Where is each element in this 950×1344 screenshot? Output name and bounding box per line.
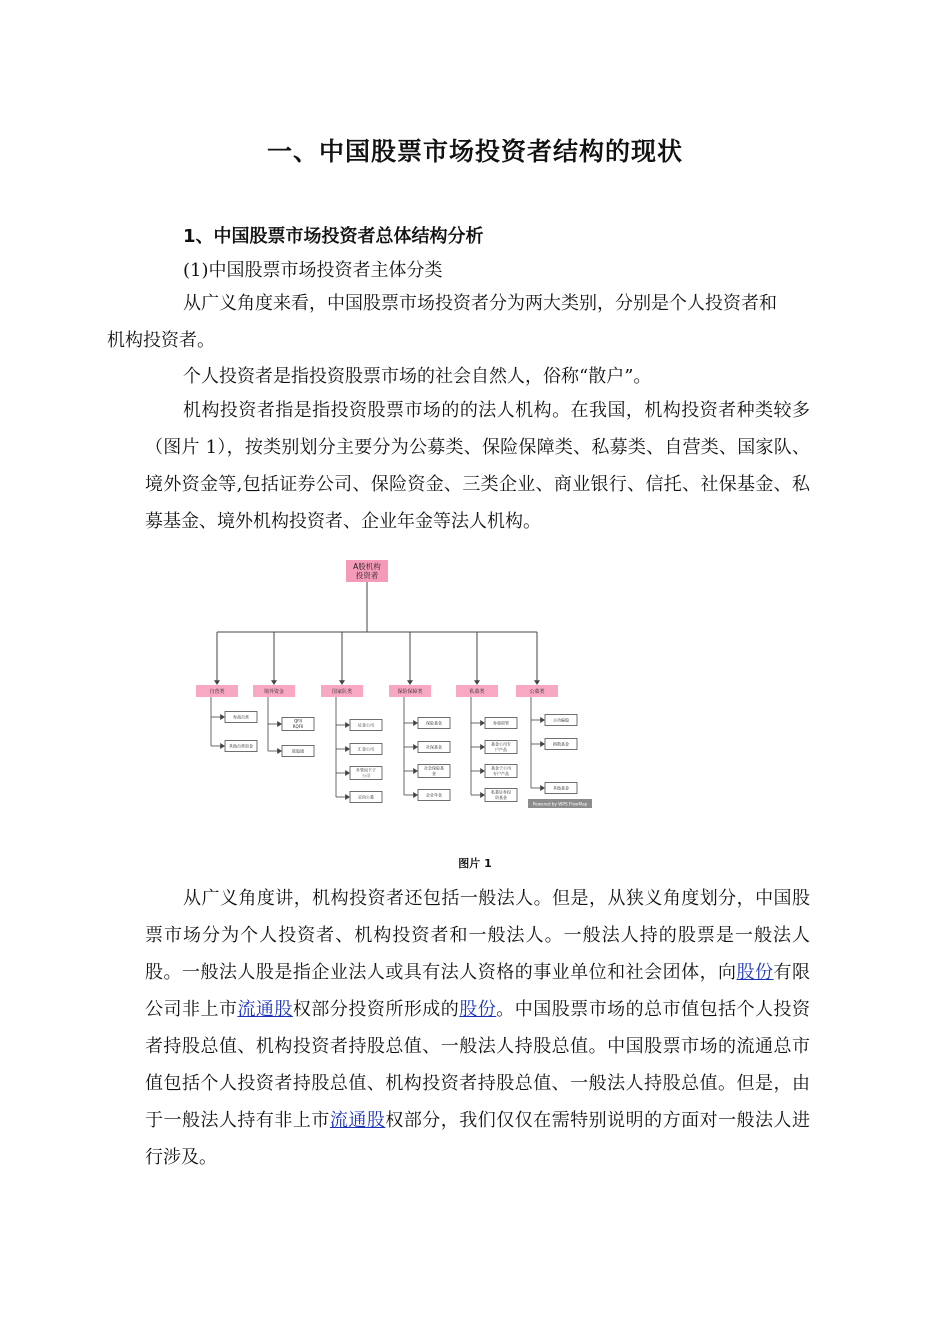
- child-label: 基金公司专户产品: [491, 741, 511, 753]
- link-shares-1[interactable]: 股份: [736, 962, 774, 983]
- category-label: 公募类: [529, 688, 545, 695]
- arrowhead: [480, 792, 485, 798]
- root-node-label: A股机构投资者: [353, 562, 381, 581]
- child-label: QFII RQFII: [292, 718, 304, 730]
- arrowhead: [339, 680, 345, 685]
- arrowhead: [480, 720, 485, 726]
- org-chart-figure: [195, 552, 595, 812]
- category-label: 私募类: [469, 688, 485, 695]
- arrowhead: [413, 720, 418, 726]
- watermark-text: Powered by WPS FlowMap: [532, 801, 588, 807]
- arrowhead: [277, 748, 282, 754]
- paragraph-4-text-4: 。中国股票市场的总市值包括个人投资者持股总值、机构投资者持股总值、一般法人持股总值。中国股票市场的流通总市值包括个人投资者持股总值、机构投资者持股总值、一般法人持股总值。但是，由于一般法人持有非上市: [145, 999, 811, 1131]
- paragraph-4-text-2: 有限公司非上市: [145, 962, 811, 1020]
- arrowhead: [540, 717, 545, 723]
- child-label: 定向公募: [358, 794, 374, 800]
- arrowhead: [413, 744, 418, 750]
- arrowhead: [220, 714, 225, 720]
- child-label: 私募证券投资基金: [491, 789, 511, 801]
- paragraph-1: [107, 285, 810, 359]
- child-label: 保险基金: [426, 720, 442, 726]
- link-shares-2[interactable]: 股份: [459, 999, 497, 1020]
- child-label: 基金子公司专户产品: [491, 765, 511, 777]
- child-label: 指数基金: [553, 741, 569, 747]
- child-label: 其他自营资金: [229, 743, 253, 749]
- arrowhead: [534, 680, 540, 685]
- section-heading: 1、中国股票市场投资者总体结构分析: [183, 226, 484, 247]
- child-label: 其他基金: [553, 785, 569, 791]
- link-circulating-shares-1[interactable]: 流通股: [237, 999, 293, 1020]
- child-label: 陆股通: [292, 748, 304, 754]
- child-label: 社保基金: [426, 744, 442, 750]
- arrowhead: [271, 680, 277, 685]
- arrowhead: [474, 680, 480, 685]
- paragraph-2: 个人投资者是指投资股票市场的社会自然人，俗称“散户”。: [183, 366, 652, 387]
- arrowhead: [413, 792, 418, 798]
- child-label: 券商自营: [233, 714, 249, 720]
- subsection-heading: (1)中国股票市场投资者主体分类: [183, 260, 443, 281]
- paragraph-1-line-1: 从广义角度来看，中国股票市场投资者分为两大类别，分别是个人投资者和: [183, 293, 777, 314]
- child-label: 汇金公司: [358, 746, 374, 752]
- paragraph-4-text-3: 权部分投资所形成的: [292, 999, 460, 1020]
- category-label: 国家队类: [331, 688, 353, 695]
- paragraph-4: [145, 880, 810, 1176]
- category-label: 自营类: [209, 688, 225, 695]
- category-label: 境外资金: [263, 688, 285, 695]
- arrowhead: [413, 768, 418, 774]
- child-label: 社会保险基金: [424, 765, 444, 777]
- child-label: 企业年金: [426, 792, 442, 798]
- arrowhead: [345, 770, 350, 776]
- paragraph-3: 机构投资者指是指投资股票市场的的法人机构。在我国，机构投资者种类较多（图片 1），按类别划分主要分为公募类、保险保障类、私募类、自营类、国家队、境外资金等,包括证券公司、保险资金、三类企业、商业银行、信托、社保基金、私募基金、境外机构投资者、企业年金等法人机构。: [145, 400, 810, 532]
- child-label: 外管局下子公司: [356, 767, 376, 779]
- arrowhead: [277, 721, 282, 727]
- link-circulating-shares-2[interactable]: 流通股: [329, 1110, 386, 1131]
- arrowhead: [345, 722, 350, 728]
- paragraph-4-text-1: 从广义角度讲，机构投资者还包括一般法人。但是，从狭义角度划分，中国股票市场分为个人投资者、机构投资者和一般法人。一般法人持的股票是一般法人股。一般法人股是指企业法人或具有法人资格的事业单位和社会团体，向: [145, 888, 810, 983]
- child-label: 券商资管: [493, 720, 509, 726]
- page-title: 一、中国股票市场投资者结构的现状: [266, 137, 683, 166]
- arrowhead: [480, 768, 485, 774]
- arrowhead: [407, 680, 413, 685]
- arrowhead: [345, 794, 350, 800]
- org-chart: [196, 560, 592, 808]
- category-label: 保险保障类: [397, 688, 423, 695]
- paragraph-4-text-5: 权部分，我们仅仅在需特别说明的方面对一般法人进行涉及。: [145, 1110, 811, 1168]
- arrowhead: [214, 680, 220, 685]
- arrowhead: [540, 741, 545, 747]
- paragraph-1-line-2: 机构投资者。: [107, 330, 215, 351]
- arrowhead: [540, 785, 545, 791]
- child-label: 证金公司: [358, 722, 374, 728]
- arrowhead: [480, 744, 485, 750]
- arrowhead: [345, 746, 350, 752]
- arrowhead: [220, 743, 225, 749]
- figure-caption: 图片 1: [458, 857, 492, 870]
- child-label: 主动偏股: [553, 717, 569, 723]
